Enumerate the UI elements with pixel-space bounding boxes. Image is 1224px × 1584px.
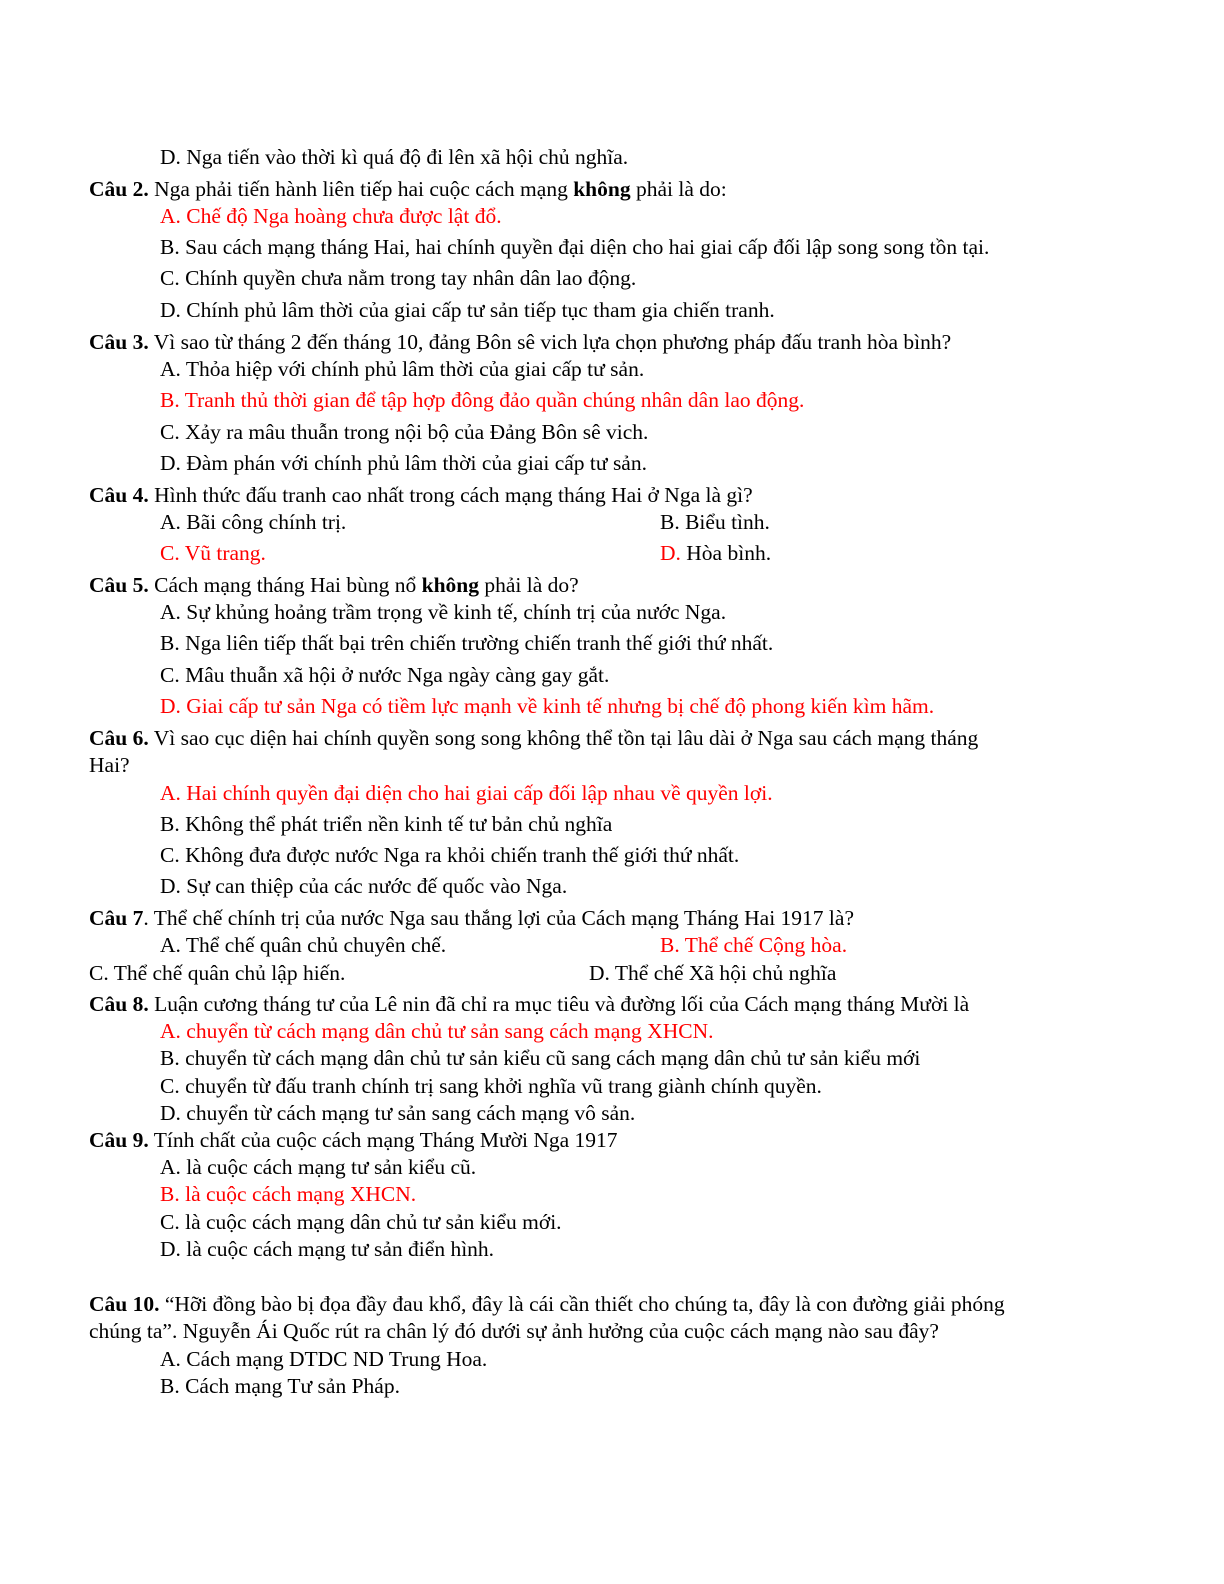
q6-option-c: C. Không đưa được nước Nga ra khỏi chiến tranh thế giới thứ nhất. <box>160 843 740 867</box>
q8-option-a: A. chuyển từ cách mạng dân chủ tư sản sang cách mạng XHCN. <box>160 1019 714 1043</box>
q2-stem-emphasis: không <box>573 177 631 201</box>
q10-stem <box>89 1294 1005 1316</box>
q8-stem-text: Luận cương tháng tư của Lê nin đã chỉ ra mục tiêu và đường lối của Cách mạng tháng Mười là <box>148 992 970 1016</box>
q4-stem-text: Hình thức đấu tranh cao nhất trong cách mạng tháng Hai ở Nga là gì? <box>148 483 753 507</box>
q10-option-b: B. Cách mạng Tư sản Pháp. <box>160 1374 400 1398</box>
q7-option-b: B. Thể chế Cộng hòa. <box>660 933 848 957</box>
q7-label: Câu 7 <box>89 906 144 930</box>
q4-option-a: A. Bãi công chính trị. <box>160 510 347 534</box>
q5-stem-text: Cách mạng tháng Hai bùng nổ <box>148 573 422 597</box>
q10-stem-line2: chúng ta”. Nguyễn Ái Quốc rút ra chân lý đó dưới sự ảnh hưởng của cuộc cách mạng nào sau đây? <box>89 1319 939 1343</box>
q5-option-a: A. Sự khủng hoảng trầm trọng về kinh tế, chính trị của nước Nga. <box>160 600 727 624</box>
q4-option-d-letter: D. <box>660 541 681 565</box>
q3-stem <box>89 332 951 354</box>
q2-label: Câu 2. <box>89 177 149 201</box>
q6-stem-line2: Hai? <box>89 753 130 777</box>
q9-option-d: D. là cuộc cách mạng tư sản điển hình. <box>160 1237 495 1261</box>
q7-option-d: D. Thể chế Xã hội chủ nghĩa <box>589 961 837 985</box>
q10-option-a: A. Cách mạng DTDC ND Trung Hoa. <box>160 1347 488 1371</box>
q5-label: Câu 5. <box>89 573 149 597</box>
q9-label: Câu 9. <box>89 1128 149 1152</box>
q2-option-d: D. Chính phủ lâm thời của giai cấp tư sản tiếp tục tham gia chiến tranh. <box>160 298 775 322</box>
q5-stem-emphasis: không <box>421 573 479 597</box>
q9-stem <box>89 1130 618 1152</box>
q2-stem-text: Nga phải tiến hành liên tiếp hai cuộc cách mạng <box>148 177 574 201</box>
q3-option-c: C. Xảy ra mâu thuẫn trong nội bộ của Đảng Bôn sê vich. <box>160 420 649 444</box>
q5-option-c: C. Mâu thuẫn xã hội ở nước Nga ngày càng gay gắt. <box>160 663 610 687</box>
q10-stem-text: “Hỡi đồng bào bị đọa đầy đau khổ, đây là cái cần thiết cho chúng ta, đây là con đường giải phóng <box>159 1292 1005 1316</box>
q8-option-b: B. chuyển từ cách mạng dân chủ tư sản kiểu cũ sang cách mạng dân chủ tư sản kiểu mới <box>160 1046 921 1070</box>
q9-stem-text: Tính chất của cuộc cách mạng Tháng Mười Nga 1917 <box>148 1128 618 1152</box>
q4-label: Câu 4. <box>89 483 149 507</box>
q2-stem-end: phải là do: <box>630 177 727 201</box>
q5-option-b: B. Nga liên tiếp thất bại trên chiến trường chiến tranh thế giới thứ nhất. <box>160 631 774 655</box>
q3-option-d: D. Đàm phán với chính phủ lâm thời của giai cấp tư sản. <box>160 451 647 475</box>
q7-stem-text: . Thể chế chính trị của nước Nga sau thắng lợi của Cách mạng Tháng Hai 1917 là? <box>143 906 854 930</box>
q7-stem <box>89 908 854 930</box>
q6-option-a: A. Hai chính quyền đại diện cho hai giai cấp đối lập nhau về quyền lợi. <box>160 781 773 805</box>
q1-option-d: D. Nga tiến vào thời kì quá độ đi lên xã hội chủ nghĩa. <box>160 145 629 169</box>
q10-label: Câu 10. <box>89 1292 160 1316</box>
q6-option-d: D. Sự can thiệp của các nước đế quốc vào Nga. <box>160 874 568 898</box>
q6-option-b: B. Không thể phát triển nền kinh tế tư bản chủ nghĩa <box>160 812 613 836</box>
q2-stem <box>89 179 727 201</box>
q6-stem-text: Vì sao cục diện hai chính quyền song song không thể tồn tại lâu dài ở Nga sau cách mạng tháng <box>148 726 979 750</box>
q9-option-a: A. là cuộc cách mạng tư sản kiểu cũ. <box>160 1155 477 1179</box>
q3-option-a: A. Thỏa hiệp với chính phủ lâm thời của giai cấp tư sản. <box>160 357 645 381</box>
q3-option-b: B. Tranh thủ thời gian để tập hợp đông đảo quần chúng nhân dân lao động. <box>160 388 805 412</box>
q4-option-b: B. Biểu tình. <box>660 510 770 534</box>
q8-option-d: D. chuyển từ cách mạng tư sản sang cách mạng vô sản. <box>160 1101 636 1125</box>
q5-stem-end: phải là do? <box>479 573 579 597</box>
q2-option-a: A. Chế độ Nga hoàng chưa được lật đổ. <box>160 204 502 228</box>
q4-option-d-text: Hòa bình. <box>680 541 772 565</box>
q2-option-c: C. Chính quyền chưa nằm trong tay nhân dân lao động. <box>160 266 637 290</box>
q8-option-c: C. chuyển từ đấu tranh chính trị sang khởi nghĩa vũ trang giành chính quyền. <box>160 1074 822 1098</box>
q5-option-d: D. Giai cấp tư sản Nga có tiềm lực mạnh về kinh tế nhưng bị chế độ phong kiến kìm hãm. <box>160 694 935 718</box>
q4-option-d <box>660 543 771 565</box>
q7-option-c: C. Thể chế quân chủ lập hiến. <box>89 961 346 985</box>
q8-stem <box>89 994 969 1016</box>
q8-label: Câu 8. <box>89 992 149 1016</box>
q3-label: Câu 3. <box>89 330 149 354</box>
q6-label: Câu 6. <box>89 726 149 750</box>
q6-stem <box>89 728 978 750</box>
q7-option-a: A. Thể chế quân chủ chuyên chế. <box>160 933 447 957</box>
q4-option-c: C. Vũ trang. <box>160 541 266 565</box>
q9-option-c: C. là cuộc cách mạng dân chủ tư sản kiểu mới. <box>160 1210 562 1234</box>
q9-option-b: B. là cuộc cách mạng XHCN. <box>160 1182 417 1206</box>
q3-stem-text: Vì sao từ tháng 2 đến tháng 10, đảng Bôn sê vich lựa chọn phương pháp đấu tranh hòa bình? <box>148 330 952 354</box>
q5-stem <box>89 575 579 597</box>
q2-option-b: B. Sau cách mạng tháng Hai, hai chính quyền đại diện cho hai giai cấp đối lập song song tồn tại. <box>160 235 990 259</box>
q4-stem <box>89 485 753 507</box>
